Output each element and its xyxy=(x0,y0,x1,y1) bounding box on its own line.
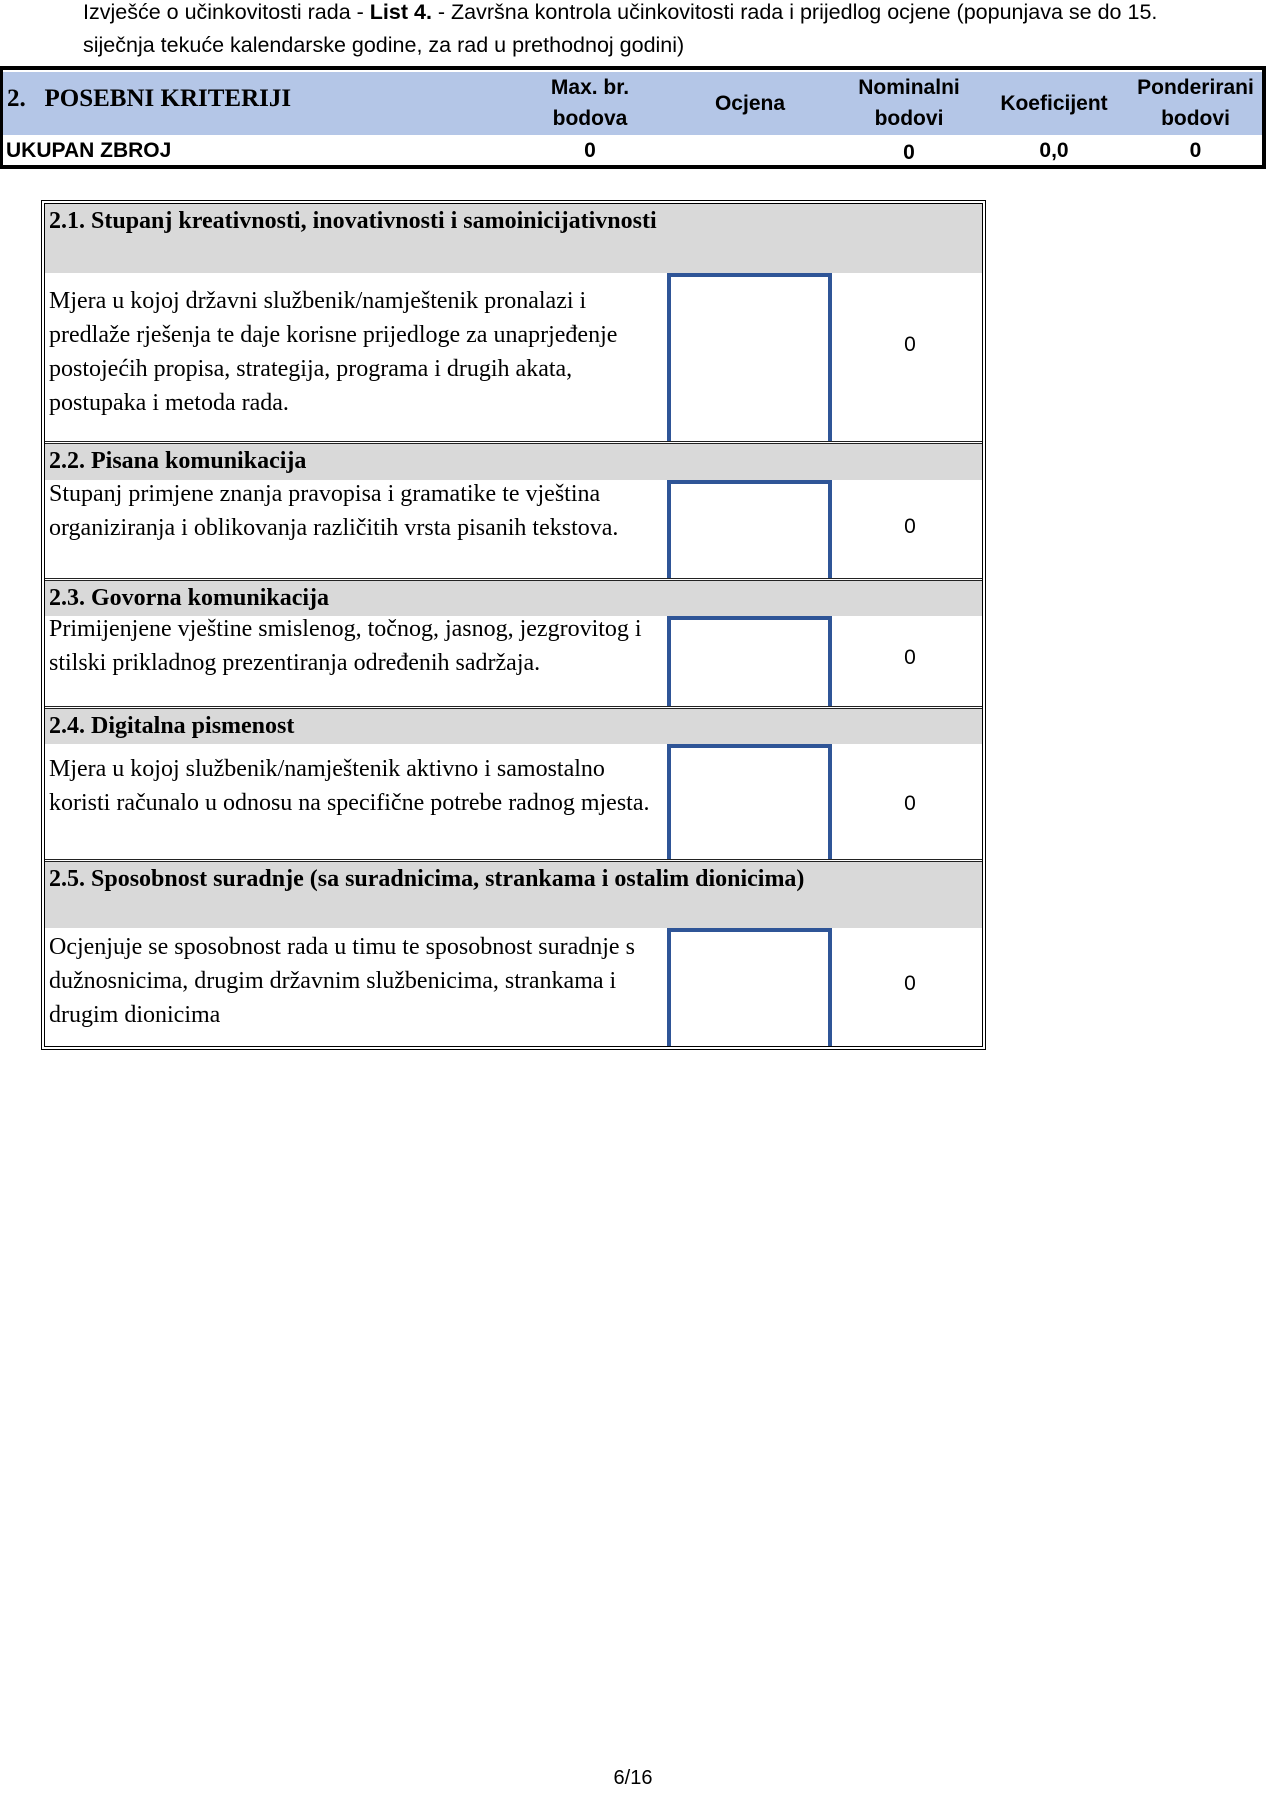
criterion-2-2 xyxy=(45,444,982,581)
col-max-points: Max. br. bodova xyxy=(550,76,630,130)
criterion-description: Primijenjene vještine smislenog, točnog, jasnog, jezgrovitog i stilski prikladnog prezentiranja određenih sadržaja. xyxy=(49,616,642,676)
page-number: 6/16 xyxy=(613,1767,653,1789)
summary-table xyxy=(0,66,1266,169)
criteria-table xyxy=(41,200,986,1050)
total-weighted-points: 0 xyxy=(1189,139,1202,162)
grade-input[interactable] xyxy=(667,928,832,1046)
criterion-points: 0 xyxy=(904,792,916,815)
criterion-title: 2.5. Sposobnost suradnje (sa suradnicima, strankama i ostalim dionicima) xyxy=(45,862,982,928)
col-grade: Ocjena xyxy=(714,92,786,115)
criterion-points: 0 xyxy=(904,515,916,538)
criterion-description: Ocjenjuje se sposobnost rada u timu te sposobnost suradnje s dužnosnicima, drugim državnim službenicima, strankama i drugim dionicima xyxy=(49,934,635,1028)
grade-input[interactable] xyxy=(667,616,832,706)
criterion-title: 2.2. Pisana komunikacija xyxy=(45,444,982,480)
grade-input[interactable] xyxy=(667,480,832,578)
summary-header xyxy=(3,72,1262,135)
criterion-points: 0 xyxy=(904,646,916,669)
criterion-description: Mjera u kojoj državni službenik/namještenik pronalazi i predlaže rješenja te daje korisne prijedloge za unaprjeđenje postojećih propisa, strategija, programa i drugih akata, postupaka i metoda rada. xyxy=(49,288,618,416)
col-nominal-points: Nominalni bodovi xyxy=(858,76,960,130)
grade-input[interactable] xyxy=(667,744,832,859)
total-label: UKUPAN ZBROJ xyxy=(6,139,172,162)
summary-total-row xyxy=(3,135,1262,165)
criterion-title: 2.1. Stupanj kreativnosti, inovativnosti i samoinicijativnosti xyxy=(45,204,982,273)
intro-text: Izvješće o učinkovitosti rada - xyxy=(83,0,370,24)
criterion-2-5 xyxy=(45,862,982,1046)
criterion-2-4 xyxy=(45,709,982,862)
col-weighted-points: Ponderirani bodovi xyxy=(1137,76,1254,130)
criterion-points: 0 xyxy=(904,333,916,356)
total-max-points: 0 xyxy=(584,139,596,162)
total-coefficient: 0,0 xyxy=(1039,139,1069,162)
criterion-2-3 xyxy=(45,581,982,709)
criterion-2-1 xyxy=(45,204,982,444)
criterion-description: Mjera u kojoj službenik/namještenik aktivno i samostalno koristi računalo u odnosu na specifične potrebe radnog mjesta. xyxy=(49,756,650,816)
grade-input[interactable] xyxy=(667,273,832,441)
criterion-points: 0 xyxy=(904,972,916,995)
criterion-title: 2.4. Digitalna pismenost xyxy=(45,709,982,744)
criterion-description: Stupanj primjene znanja pravopisa i gramatike te vještina organiziranja i oblikovanja različitih vrsta pisanih tekstova. xyxy=(49,481,619,541)
total-nominal-points: 0 xyxy=(903,141,915,164)
col-coefficient: Koeficijent xyxy=(1000,92,1108,115)
intro-text-rest: - Završna kontrola učinkovitosti rada i prijedlog ocjene (popunjava se do 15. siječnja tekuće kalendarske godine, za rad u prethodnoj godini) xyxy=(83,0,1158,57)
intro-sheet-label: List 4. xyxy=(369,0,432,24)
criterion-title: 2.3. Govorna komunikacija xyxy=(45,581,982,616)
section-title: 2. POSEBNI KRITERIJI xyxy=(7,85,292,112)
document-intro xyxy=(83,0,1233,62)
